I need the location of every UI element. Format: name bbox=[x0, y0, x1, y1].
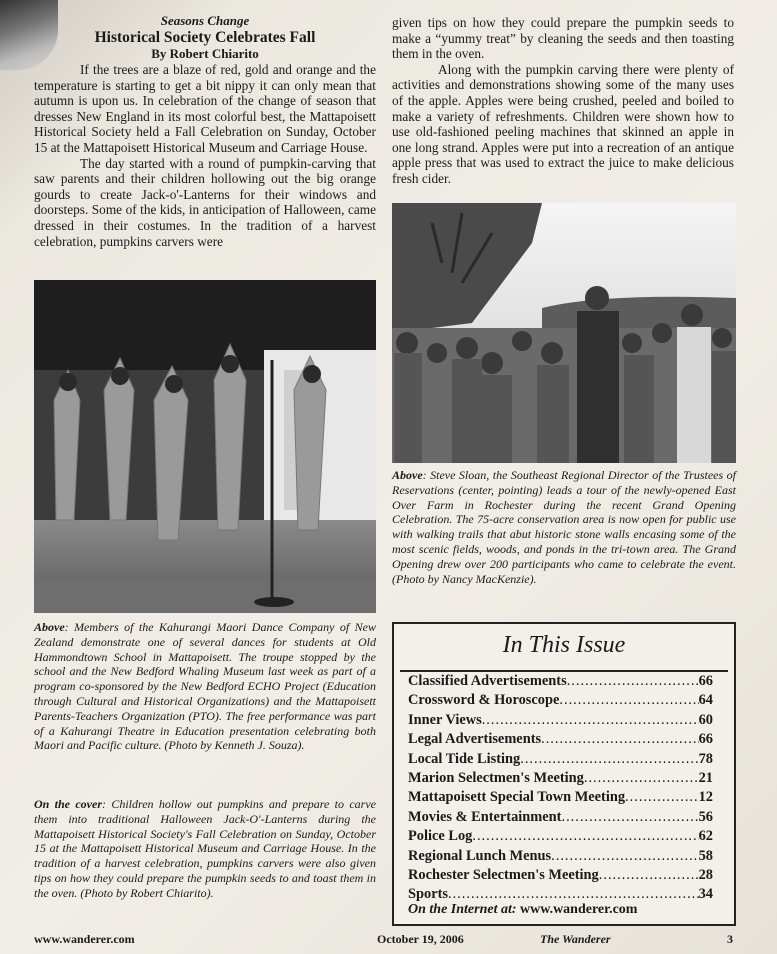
article-right-column bbox=[392, 15, 734, 187]
contents-item[interactable] bbox=[408, 867, 713, 886]
article-paragraph: given tips on how they could prepare the pumpkin seeds to make a “yummy treat” by cleaning the seeds and then toasting them in the oven. bbox=[392, 15, 734, 62]
maori-dance-photo bbox=[34, 280, 376, 613]
contents-item-label: Legal Advertisements bbox=[408, 731, 542, 748]
contents-list bbox=[408, 673, 713, 906]
article-kicker: Seasons Change bbox=[160, 13, 250, 28]
contents-item-label: Rochester Selectmen's Meeting bbox=[408, 866, 599, 883]
contents-item-page: 28 bbox=[698, 866, 713, 883]
contents-item-page: 12 bbox=[698, 789, 713, 806]
contents-item[interactable] bbox=[408, 789, 713, 808]
online-site-link[interactable]: www.wanderer.com bbox=[520, 902, 638, 917]
contents-item-label: Marion Selectmen's Meeting bbox=[408, 769, 584, 786]
leader-dots bbox=[541, 731, 699, 748]
contents-item[interactable] bbox=[408, 770, 713, 789]
dance-photo-caption bbox=[34, 620, 376, 753]
leader-dots bbox=[472, 828, 698, 845]
contents-item-page: 34 bbox=[698, 886, 713, 903]
article-left-column bbox=[34, 13, 376, 249]
caption-lead: Above bbox=[392, 468, 423, 482]
leader-dots bbox=[551, 848, 698, 865]
contents-item-label: Classified Advertisements bbox=[408, 673, 567, 689]
contents-item[interactable] bbox=[408, 712, 713, 731]
article-paragraph: Along with the pumpkin carving there were plenty of activities and demonstrations showing some of the many uses of the apple. Apples were being crushed, peeled and boiled to make a variety of refreshments. Children were shown how to use old-fashioned peeling machines that skinned an apple in one long strand. Apples were put into a recreation of an antique apple press that was used to extract the juice to make delicious fresh cider. bbox=[392, 61, 734, 186]
contents-item-page: 62 bbox=[698, 828, 713, 845]
contents-item-label: Movies & Entertainment bbox=[408, 808, 562, 825]
leader-dots bbox=[567, 673, 699, 690]
contents-item-page: 66 bbox=[698, 673, 713, 689]
caption-lead: On the cover bbox=[34, 797, 102, 811]
contents-item-page: 64 bbox=[698, 692, 713, 709]
farm-photo-caption bbox=[392, 468, 736, 586]
contents-item-label: Inner Views bbox=[408, 711, 482, 728]
contents-item-page: 21 bbox=[698, 769, 713, 786]
contents-item-label: Sports bbox=[408, 886, 448, 903]
contents-item[interactable] bbox=[408, 731, 713, 750]
contents-item[interactable] bbox=[408, 751, 713, 770]
leader-dots bbox=[599, 867, 699, 884]
contents-item-label: Crossword & Horoscope bbox=[408, 692, 560, 709]
in-this-issue-title: In This Issue bbox=[502, 632, 626, 658]
title-divider bbox=[400, 670, 728, 672]
leader-dots bbox=[561, 809, 698, 826]
in-this-issue-box bbox=[392, 622, 736, 926]
article-byline: By Robert Chiarito bbox=[151, 46, 259, 61]
leader-dots bbox=[520, 751, 698, 768]
footer-website[interactable]: www.wanderer.com bbox=[34, 932, 135, 946]
contents-item-label: Police Log bbox=[408, 828, 473, 845]
contents-item[interactable] bbox=[408, 692, 713, 711]
caption-text: : Children hollow out pumpkins and prepare to carve them into traditional Halloween Jack-O'-Lanterns during the Mattapoisett Historical Society's Fall Celebration on Sunday, October 15 at the Mattapoisett Historical Museum and Carriage House. In the tradition of a harvest celebration, pumpkins carvers were also given tips on how they could prepare the pumpkin seeds to and toast them in the oven. (Photo by Robert Chiarito). bbox=[34, 797, 376, 900]
footer-date: October 19, 2006 bbox=[377, 932, 464, 946]
leader-dots bbox=[584, 770, 699, 787]
contents-item-page: 66 bbox=[698, 731, 713, 748]
leader-dots bbox=[625, 789, 699, 806]
contents-item-label: Mattapoisett Special Town Meeting bbox=[408, 789, 626, 806]
online-line bbox=[408, 902, 637, 918]
article-headline: Historical Society Celebrates Fall bbox=[94, 29, 316, 46]
cover-caption bbox=[34, 797, 376, 901]
farm-tour-photo bbox=[392, 203, 736, 463]
caption-lead: Above bbox=[34, 620, 65, 634]
article-paragraph: The day started with a round of pumpkin-carving that saw parents and their children hollowing out the big orange gourds to create Jack-o'-Lanterns for their windows and doorsteps. Some of the kids, in anticipation of Halloween, came dressed in their costumes. In the tradition of a harvest celebration, pumpkins carvers were bbox=[34, 155, 376, 249]
contents-item-page: 56 bbox=[698, 808, 713, 825]
leader-dots bbox=[482, 712, 699, 729]
footer-publication: The Wanderer bbox=[540, 932, 611, 946]
contents-item-page: 60 bbox=[698, 711, 713, 728]
footer-page-number: 3 bbox=[727, 932, 733, 946]
article-paragraph: If the trees are a blaze of red, gold and orange and the temperature is starting to get a bit nippy it can only mean that autumn is upon us. In celebration of the change of season that dresses New England in its most colorful best, the Mattapoisett Historical Society held a Fall Celebration on Sunday, October 15 at the Mattapoisett Historical Museum and Carriage House. bbox=[34, 62, 376, 155]
contents-item-page: 78 bbox=[698, 750, 713, 767]
contents-item[interactable] bbox=[408, 809, 713, 828]
contents-item-label: Regional Lunch Menus bbox=[408, 847, 552, 864]
contents-item-label: Local Tide Listing bbox=[408, 750, 521, 767]
caption-text: : Members of the Kahurangi Maori Dance Company of New Zealand demonstrate one of several dances for students at Old Hammondtown School in Mattapoisett. The troupe stopped by the school and the New Bedford Whaling Museum last week as part of a program co-sponsored by the New Bedford ECHO Project (Education through Cultural and Historical Organizations) and the Mattapoisett Parents-Teachers Organization (PTO). The free performance was part of a Kahurangi Theatre in Education presentation celebrating both Maori and Pacific culture. (Photo by Kenneth J. Souza). bbox=[34, 620, 376, 753]
online-label: On the Internet at: bbox=[408, 902, 517, 917]
caption-text: : Steve Sloan, the Southeast Regional Director of the Trustees of Reservations (center, pointing) leads a tour of the newly-opened East Over Farm in Rochester during the recent Grand Opening Celebration. The 75-acre conservation area is now open for public use with walking trails that abut historic stone walls encasing some of the most scenic fields, woods, and ponds in the tri-town area. The Grand Opening drew over 200 participants who came to celebrate the event. (Photo by Nancy MacKenzie). bbox=[392, 468, 736, 586]
leader-dots bbox=[448, 886, 699, 903]
contents-item[interactable] bbox=[408, 828, 713, 847]
leader-dots bbox=[559, 692, 698, 709]
contents-item-page: 58 bbox=[698, 847, 713, 864]
contents-item[interactable] bbox=[408, 673, 713, 692]
contents-item[interactable] bbox=[408, 848, 713, 867]
